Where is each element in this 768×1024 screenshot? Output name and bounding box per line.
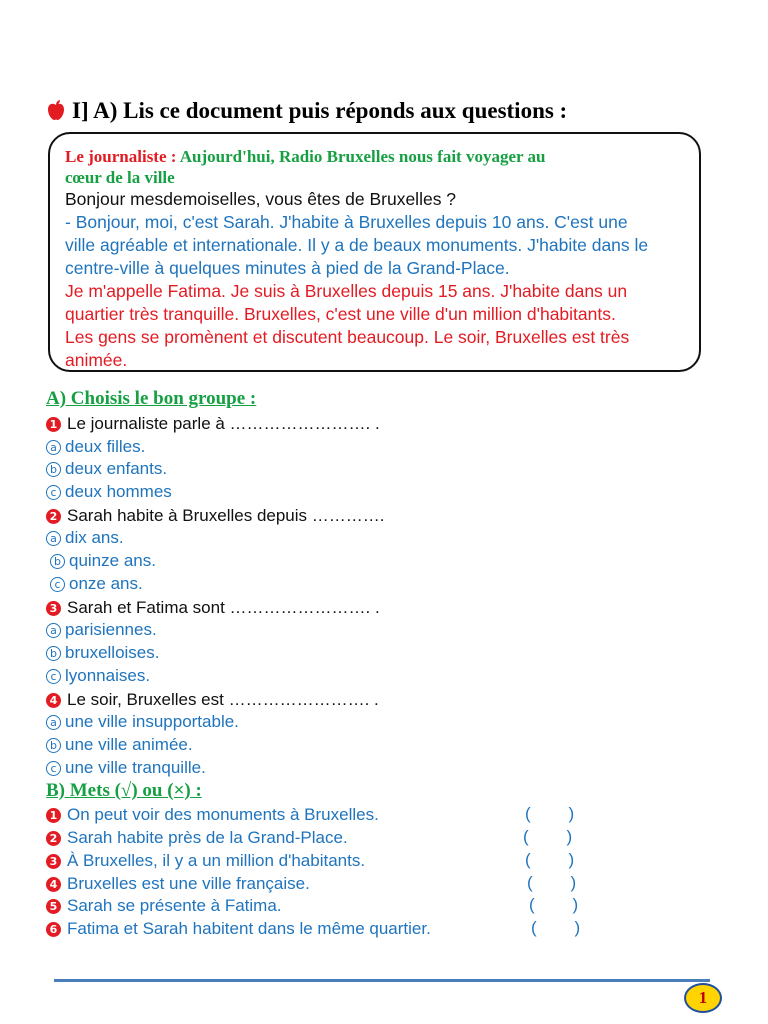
option-letter-badge: b	[46, 646, 61, 661]
option-letter-badge: a	[46, 715, 61, 730]
option-letter-badge: c	[46, 669, 61, 684]
option-text: quinze ans.	[69, 551, 156, 570]
option-letter-badge: b	[46, 462, 61, 477]
footer-divider	[54, 979, 710, 982]
page-title	[46, 98, 736, 124]
question-text: Sarah habite à Bruxelles depuis ………….	[67, 506, 385, 525]
option-text: une ville tranquille.	[65, 758, 206, 777]
answer-box[interactable]: ( )	[523, 827, 573, 846]
page-number-badge: 1	[684, 983, 722, 1013]
statement-5	[46, 895, 282, 917]
option-text: deux enfants.	[65, 459, 168, 478]
fatima-line: Les gens se promènent et discutent beaucoup. Le soir, Bruxelles est très	[65, 327, 630, 347]
option-3a[interactable]	[46, 619, 157, 641]
answer-box[interactable]: ( )	[531, 918, 581, 937]
option-3b[interactable]	[46, 642, 160, 664]
option-text: deux hommes	[65, 482, 172, 501]
option-letter-badge: a	[46, 531, 61, 546]
sarah-line: - Bonjour, moi, c'est Sarah. J'habite à Bruxelles depuis 10 ans. C'est une	[65, 212, 628, 232]
statement-text: On peut voir des monuments à Bruxelles.	[67, 805, 379, 824]
option-letter-badge: b	[46, 738, 61, 753]
speaker-line: Aujourd'hui, Radio Bruxelles nous fait voyager au	[179, 147, 546, 166]
speaker-line-2: cœur de la ville	[65, 168, 175, 187]
speaker-label: Le journaliste :	[65, 147, 177, 166]
number-badge: 4	[46, 877, 61, 892]
journalist-question: Bonjour mesdemoiselles, vous êtes de Bruxelles ?	[65, 189, 457, 209]
section-a-title: A) Choisis le bon groupe :	[46, 388, 257, 409]
option-letter-badge: a	[46, 623, 61, 638]
answer-box[interactable]: ( )	[527, 873, 577, 892]
statement-3	[46, 850, 365, 872]
question-2	[46, 505, 385, 527]
sarah-line: ville agréable et internationale. Il y a de beaux monuments. J'habite dans le	[65, 235, 649, 255]
option-text: deux filles.	[65, 437, 146, 456]
option-4c[interactable]	[46, 757, 206, 779]
question-3	[46, 597, 380, 619]
option-text: une ville animée.	[65, 735, 193, 754]
number-badge: 1	[46, 808, 61, 823]
option-letter-badge: a	[46, 440, 61, 455]
statement-2	[46, 827, 348, 849]
option-4b[interactable]	[46, 734, 193, 756]
statement-text: Fatima et Sarah habitent dans le même quartier.	[67, 919, 431, 938]
apple-icon	[46, 99, 66, 121]
option-letter-badge: c	[50, 577, 65, 592]
number-badge: 4	[46, 693, 61, 708]
statement-4	[46, 873, 310, 895]
answer-box[interactable]: ( )	[529, 895, 579, 914]
option-letter-badge: c	[46, 485, 61, 500]
option-letter-badge: c	[46, 761, 61, 776]
statement-text: Sarah habite près de la Grand-Place.	[67, 828, 348, 847]
answer-box[interactable]: ( )	[525, 850, 575, 869]
statement-6	[46, 918, 431, 940]
number-badge: 2	[46, 831, 61, 846]
section-b-title: B) Mets (√) ou (×) :	[46, 780, 202, 801]
question-1	[46, 413, 380, 435]
option-text: parisiennes.	[65, 620, 157, 639]
option-2c[interactable]	[50, 573, 143, 595]
option-4a[interactable]	[46, 711, 239, 733]
number-badge: 3	[46, 854, 61, 869]
option-text: lyonnaises.	[65, 666, 151, 685]
option-2b[interactable]	[50, 550, 156, 572]
statement-text: À Bruxelles, il y a un million d'habitants.	[67, 851, 366, 870]
option-text: dix ans.	[65, 528, 124, 547]
option-text: bruxelloises.	[65, 643, 160, 662]
number-badge: 3	[46, 601, 61, 616]
option-3c[interactable]	[46, 665, 150, 687]
question-text: Le journaliste parle à ……………………. .	[67, 414, 380, 433]
journalist-intro	[65, 146, 695, 188]
option-1b[interactable]	[46, 458, 167, 480]
option-1c[interactable]	[46, 481, 172, 503]
fatima-line: quartier très tranquille. Bruxelles, c'est une ville d'un million d'habitants.	[65, 304, 616, 324]
fatima-line: animée.	[65, 350, 128, 370]
option-1a[interactable]	[46, 436, 145, 458]
fatima-line: Je m'appelle Fatima. Je suis à Bruxelles depuis 15 ans. J'habite dans un	[65, 281, 628, 301]
statement-text: Sarah se présente à Fatima.	[67, 896, 282, 915]
number-badge: 5	[46, 899, 61, 914]
answer-box[interactable]: ( )	[525, 804, 575, 823]
title-text: I] A) Lis ce document puis réponds aux questions :	[72, 98, 568, 123]
option-letter-badge: b	[50, 554, 65, 569]
sarah-line: centre-ville à quelques minutes à pied de la Grand-Place.	[65, 258, 510, 278]
option-text: onze ans.	[69, 574, 143, 593]
question-text: Sarah et Fatima sont ……………………. .	[67, 598, 380, 617]
question-4	[46, 689, 379, 711]
question-text: Le soir, Bruxelles est ……………………. .	[67, 690, 379, 709]
statement-text: Bruxelles est une ville française.	[67, 874, 310, 893]
reading-document-box	[48, 132, 701, 372]
option-text: une ville insupportable.	[65, 712, 239, 731]
number-badge: 6	[46, 922, 61, 937]
number-badge: 1	[46, 417, 61, 432]
number-badge: 2	[46, 509, 61, 524]
option-2a[interactable]	[46, 527, 124, 549]
statement-1	[46, 804, 379, 826]
